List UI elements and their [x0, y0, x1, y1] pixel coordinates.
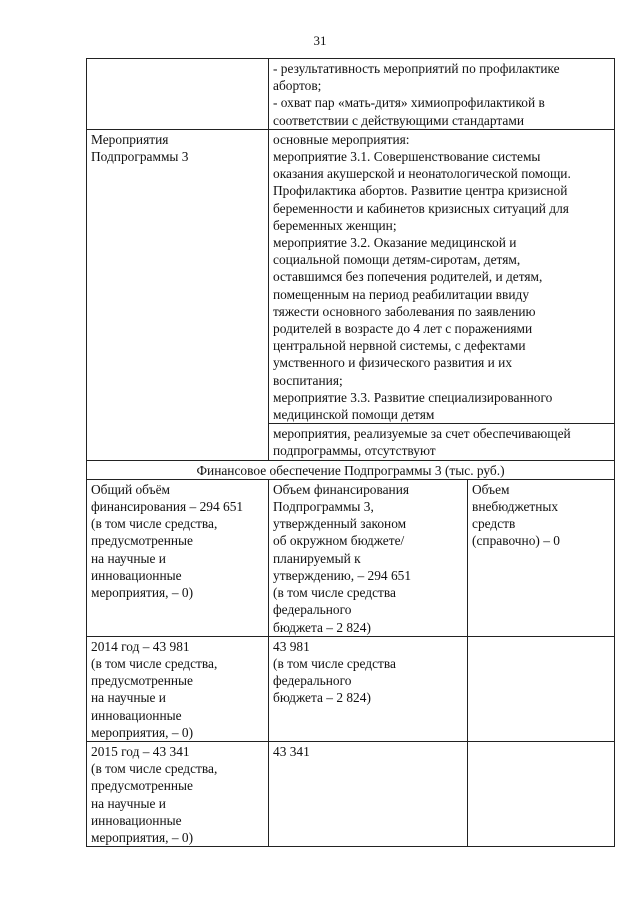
financing-row-total — [87, 479, 615, 636]
measures-secondary-cell: мероприятия, реализуемые за счет обеспечивающей подпрограммы, отсутствуют — [269, 424, 615, 460]
indicators-label-cell — [87, 59, 269, 130]
indicators-row — [87, 59, 615, 130]
financing-budget-cell: Объем финансирования Подпрограммы 3, утвержденный законом об окружном бюджете/ планируемый к утверждению, – 294 651 (в том числе средства федерального бюджета – 2 824) — [269, 479, 468, 636]
financing-year-extra-cell — [468, 636, 615, 741]
measures-main-cell: основные мероприятия: мероприятие 3.1. Совершенствование системы оказания акушерской и неонатологической помощи. Профилактика абортов. Развитие центра кризисной беременности и кабинетов кризисных ситуаций для беременных женщин; мероприятие 3.2. Оказание медицинской и социальной помощи детям-сиротам, детям, оставшимся без попечения родителей, и детям, помещенным на период реабилитации ввиду тяжести основного заболевания по заявлению родителей в возрасте до 4 лет с поражениями центральной нервной системы, с дефектами умственного и физического развития и их воспитания; мероприятие 3.3. Развитие специализированного медицинской помощи детям — [269, 129, 615, 423]
financing-total-cell: Общий объём финансирования – 294 651 (в том числе средства, предусмотренные на научные и инновационные мероприятия, – 0) — [87, 479, 269, 636]
financing-year-cell: 2014 год – 43 981 (в том числе средства, предусмотренные на научные и инновационные мероприятия, – 0) — [87, 636, 269, 741]
financing-row-2015 — [87, 741, 615, 846]
financing-header-row — [87, 460, 615, 479]
financing-header: Финансовое обеспечение Подпрограммы 3 (тыс. руб.) — [87, 460, 615, 479]
subprogram-passport-table — [86, 58, 615, 847]
financing-year-cell: 2015 год – 43 341 (в том числе средства, предусмотренные на научные и инновационные мероприятия, – 0) — [87, 741, 269, 846]
financing-year-budget-cell: 43 981 (в том числе средства федерального бюджета – 2 824) — [269, 636, 468, 741]
indicators-content-cell: - результативность мероприятий по профилактике абортов; - охват пар «мать-дитя» химиопрофилактикой в соответствии с действующими стандартами — [269, 59, 615, 130]
financing-row-2014 — [87, 636, 615, 741]
financing-year-extra-cell — [468, 741, 615, 846]
measures-label-cell: Мероприятия Подпрограммы 3 — [87, 129, 269, 460]
financing-extrabudget-cell: Объем внебюджетных средств (справочно) – 0 — [468, 479, 615, 636]
page-number: 31 — [313, 33, 327, 48]
financing-year-budget-cell: 43 341 — [269, 741, 468, 846]
measures-row — [87, 129, 615, 423]
